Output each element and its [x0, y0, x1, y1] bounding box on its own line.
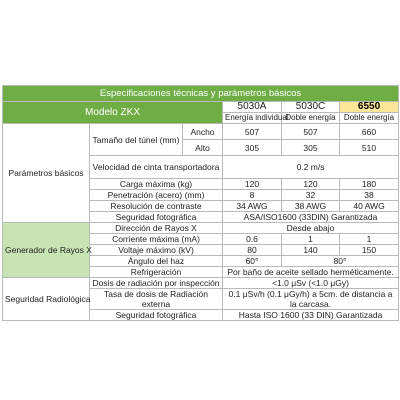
row-label-current: Corriente máxima (mA): [90, 234, 223, 245]
cell-cooling: Por baño de aceite sellado herméticamente.: [223, 267, 399, 278]
row-label-film2: Seguridad fotográfica: [90, 310, 223, 321]
cell-load-5030a: 120: [223, 179, 282, 190]
cell-ext-dose: 0.1 μSv/h (0.1 μGy/h) a 5cm. de distancia a la carcasa.: [223, 289, 399, 310]
cell-film: ASA/ISO1600 (33DIN) Garantizada: [223, 212, 399, 223]
model-type-6550: Doble energía: [340, 113, 399, 124]
group-xray: Generador de Rayos X: [3, 223, 90, 278]
cell-load-5030c: 120: [282, 179, 340, 190]
cell-width-5030a: 507: [223, 124, 282, 140]
cell-penetration-6550: 38: [340, 190, 399, 201]
cell-voltage-5030a: 80: [223, 245, 282, 256]
row-label-voltage: Voltaje máximo (kV): [90, 245, 223, 256]
table-row: [3, 124, 399, 140]
row-label-film: Seguridad fotográfica: [90, 212, 223, 223]
model-label: Modelo ZKX: [3, 102, 223, 124]
model-type-5030a: Energía individual: [223, 113, 282, 124]
cell-height-6550: 510: [340, 140, 399, 156]
cell-height-5030a: 305: [223, 140, 282, 156]
model-type-5030c: Doble energía: [282, 113, 340, 124]
table-row: [3, 223, 399, 234]
model-name-5030c: 5030C: [282, 102, 340, 113]
table-row: [3, 278, 399, 289]
cell-beam-5030a: 60°: [223, 256, 282, 267]
cell-width-6550: 660: [340, 124, 399, 140]
row-label-speed: Velocidad de cinta transportadora: [90, 156, 223, 179]
row-label-contrast: Resolución de contraste: [90, 201, 223, 212]
group-basic: Parámetros básicos: [3, 124, 90, 223]
cell-width-5030c: 507: [282, 124, 340, 140]
row-label-dose: Dosis de radiación por inspección: [90, 278, 223, 289]
cell-voltage-5030c: 140: [282, 245, 340, 256]
cell-penetration-5030a: 8: [223, 190, 282, 201]
row-label-cooling: Refrigeración: [90, 267, 223, 278]
row-label-penetration: Penetración (acero) (mm): [90, 190, 223, 201]
model-header-row: [3, 102, 399, 113]
cell-contrast-5030c: 38 AWG: [282, 201, 340, 212]
row-label-beam: Ángulo del haz: [90, 256, 223, 267]
cell-load-6550: 180: [340, 179, 399, 190]
cell-height-5030c: 305: [282, 140, 340, 156]
title-row: [3, 86, 399, 102]
cell-direction: Desde abajo: [223, 223, 399, 234]
cell-contrast-5030a: 34 AWG: [223, 201, 282, 212]
row-label-ext-dose: Tasa de dosis de Radiación externa: [90, 289, 223, 310]
cell-penetration-5030c: 32: [282, 190, 340, 201]
cell-contrast-6550: 40 AWG: [340, 201, 399, 212]
cell-current-6550: 1: [340, 234, 399, 245]
cell-beam-5030c-6550: 80°: [282, 256, 399, 267]
table-title: Especificaciones técnicas y parámetros básicos: [3, 86, 399, 102]
model-name-6550: 6550: [340, 102, 399, 113]
cell-voltage-6550: 150: [340, 245, 399, 256]
row-label-width: Ancho: [183, 124, 223, 140]
cell-dose: <1.0 μSv (<1.0 μGy): [223, 278, 399, 289]
row-label-load: Carga máxima (kg): [90, 179, 223, 190]
cell-current-5030c: 1: [282, 234, 340, 245]
spec-table: [2, 85, 399, 321]
cell-current-5030a: 0.6: [223, 234, 282, 245]
group-safety: Seguridad Radiológica: [3, 278, 90, 321]
row-label-direction: Dirección de Rayos X: [90, 223, 223, 234]
model-name-5030a: 5030A: [223, 102, 282, 113]
cell-film2: Hasta ISO 1600 (33 DIN) Garantizada: [223, 310, 399, 321]
row-label-height: Alto: [183, 140, 223, 156]
cell-speed: 0.2 m/s: [223, 156, 399, 179]
row-label-tunnel: Tamaño del túnel (mm): [90, 124, 183, 156]
